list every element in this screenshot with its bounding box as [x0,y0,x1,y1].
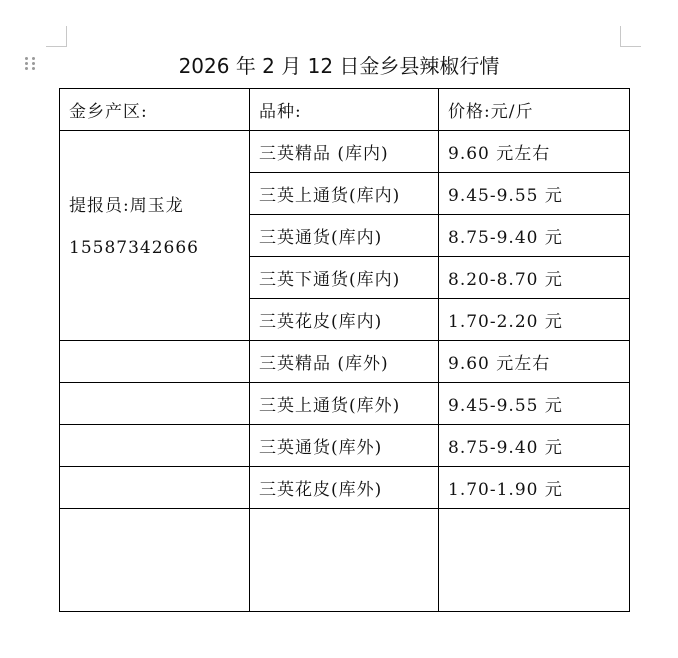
table-header-row [60,89,630,131]
header-area-cell[interactable]: 金乡产区: [60,89,250,131]
price-cell[interactable]: 9.45-9.55 元 [439,383,630,425]
empty-cell[interactable] [439,509,630,612]
variety-cell[interactable]: 三英上通货(库内) [250,173,439,215]
variety-cell[interactable]: 三英精品 (库内) [250,131,439,173]
empty-area-cell[interactable] [60,425,250,467]
table-row [60,383,630,425]
crop-mark-top-left [46,26,67,47]
empty-area-cell[interactable] [60,341,250,383]
header-price-cell[interactable]: 价格:元/斤 [439,89,630,131]
document-title: 2026 年 2 月 12 日金乡县辣椒行情 [178,54,500,78]
empty-area-cell[interactable] [60,467,250,509]
price-cell[interactable]: 9.60 元左右 [439,131,630,173]
variety-cell[interactable]: 三英花皮(库外) [250,467,439,509]
table-row [60,341,630,383]
empty-table-row [60,509,630,612]
price-table [59,88,630,612]
header-variety-cell[interactable]: 品种: [250,89,439,131]
price-cell[interactable]: 8.75-9.40 元 [439,215,630,257]
empty-cell[interactable] [250,509,439,612]
price-cell[interactable]: 9.60 元左右 [439,341,630,383]
table-row [60,425,630,467]
variety-cell[interactable]: 三英通货(库外) [250,425,439,467]
reporter-phone: 15587342666 [69,237,199,258]
variety-cell[interactable]: 三英上通货(库外) [250,383,439,425]
variety-cell[interactable]: 三英下通货(库内) [250,257,439,299]
crop-mark-top-right [620,26,641,47]
contact-cell[interactable] [60,131,250,341]
table-row [60,467,630,509]
reporter-name: 提报员:周玉龙 [69,195,184,216]
variety-cell[interactable]: 三英精品 (库外) [250,341,439,383]
empty-cell[interactable] [60,509,250,612]
price-cell[interactable]: 8.75-9.40 元 [439,425,630,467]
price-cell[interactable]: 1.70-2.20 元 [439,299,630,341]
table-row [60,131,630,173]
variety-cell[interactable]: 三英花皮(库内) [250,299,439,341]
price-cell[interactable]: 8.20-8.70 元 [439,257,630,299]
variety-cell[interactable]: 三英通货(库内) [250,215,439,257]
price-cell[interactable]: 1.70-1.90 元 [439,467,630,509]
price-cell[interactable]: 9.45-9.55 元 [439,173,630,215]
empty-area-cell[interactable] [60,383,250,425]
